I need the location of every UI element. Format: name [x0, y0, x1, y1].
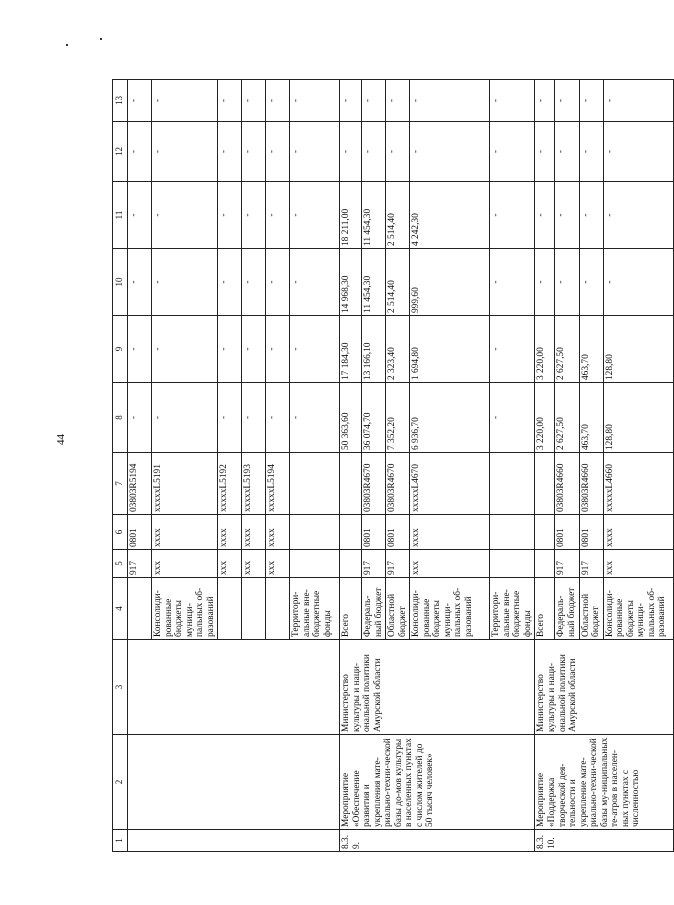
amount-cell: - — [242, 80, 266, 122]
target-code-cell: xxxxxL4670 — [410, 453, 490, 515]
target-code-cell: 03803R4660 — [555, 453, 579, 515]
target-code-cell — [340, 453, 362, 515]
funding-source-cell: Федераль-ный бюджет — [362, 578, 386, 640]
header-cell: 9 — [113, 316, 128, 383]
amount-cell: - — [266, 383, 290, 453]
amount-cell: - — [555, 122, 579, 182]
amount-cell: - — [555, 249, 579, 316]
section-code-cell: 0801 — [579, 515, 603, 550]
section-code-cell: 0801 — [362, 515, 386, 550]
amount-cell: - — [579, 249, 603, 316]
page-number: 44 — [55, 434, 67, 445]
header-cell: 2 — [113, 735, 128, 830]
grbs-code-cell: ххх — [152, 550, 218, 578]
section-code-cell: хххх — [218, 515, 242, 550]
ministry-cell: Министерство культуры и наци-ональной политики Амурской области — [340, 640, 535, 735]
amount-cell: - — [266, 316, 290, 383]
amount-cell: - — [128, 182, 152, 249]
target-code-cell: xxxxxL5194 — [266, 453, 290, 515]
amount-cell: - — [266, 182, 290, 249]
target-code-cell: xxxxxL5193 — [242, 453, 266, 515]
target-code-cell — [490, 453, 535, 515]
funding-source-cell: Консолиди-рованные бюджеты муници-пальных об-разований — [410, 578, 490, 640]
amount-cell: - — [490, 80, 535, 122]
funding-source-cell: Консолиди-рованные бюджеты муници-пальных об-разований — [152, 578, 218, 640]
amount-cell: 17 184,30 — [340, 316, 362, 383]
amount-cell: - — [242, 383, 266, 453]
amount-cell: - — [152, 249, 218, 316]
grbs-code-cell: 917 — [579, 550, 603, 578]
amount-cell: - — [266, 122, 290, 182]
header-cell: 3 — [113, 640, 128, 735]
amount-cell: 3 220,00 — [535, 383, 555, 453]
target-code-cell: 03803R4660 — [579, 453, 603, 515]
amount-cell: - — [128, 80, 152, 122]
amount-cell: 14 968,30 — [340, 249, 362, 316]
amount-cell: 128,80 — [603, 316, 673, 383]
funding-source-cell: Областной бюджет — [386, 578, 410, 640]
amount-cell: - — [242, 316, 266, 383]
funding-source-cell: Всего — [535, 578, 555, 640]
amount-cell: - — [152, 122, 218, 182]
header-cell: 6 — [113, 515, 128, 550]
budget-table — [112, 79, 674, 852]
amount-cell: - — [490, 249, 535, 316]
amount-cell: - — [290, 122, 340, 182]
header-cell: 11 — [113, 182, 128, 249]
amount-cell: - — [152, 316, 218, 383]
funding-source-cell — [218, 578, 242, 640]
amount-cell: 2 627,50 — [555, 316, 579, 383]
amount-cell: - — [242, 182, 266, 249]
amount-cell: 50 363,60 — [340, 383, 362, 453]
section-code-cell — [340, 515, 362, 550]
amount-cell: - — [490, 383, 535, 453]
row-id-cell: 8.3.9. — [340, 830, 535, 852]
amount-cell: 7 352,20 — [386, 383, 410, 453]
amount-cell: - — [266, 80, 290, 122]
grbs-code-cell: ххх — [410, 550, 490, 578]
header-cell: 4 — [113, 578, 128, 640]
amount-cell: - — [490, 182, 535, 249]
grbs-code-cell — [535, 550, 555, 578]
section-code-cell — [290, 515, 340, 550]
funding-source-cell: Всего — [340, 578, 362, 640]
amount-cell: 463,70 — [579, 316, 603, 383]
grbs-code-cell: 917 — [362, 550, 386, 578]
amount-cell: - — [218, 383, 242, 453]
amount-cell: - — [218, 182, 242, 249]
target-code-cell: xxxxxL4660 — [603, 453, 673, 515]
header-cell: 13 — [113, 80, 128, 122]
header-row — [113, 80, 128, 852]
amount-cell: - — [490, 316, 535, 383]
amount-cell: - — [555, 182, 579, 249]
header-cell: 5 — [113, 550, 128, 578]
funding-source-cell: Консолиди-рованные бюджеты муници-пальных об-разований — [603, 578, 673, 640]
grbs-code-cell — [340, 550, 362, 578]
amount-cell: 11 454,30 — [362, 249, 386, 316]
grbs-code-cell: ххх — [603, 550, 673, 578]
amount-cell: - — [535, 122, 555, 182]
amount-cell: - — [290, 80, 340, 122]
amount-cell: - — [410, 80, 490, 122]
section-code-cell: 0801 — [555, 515, 579, 550]
section-code-cell: 0801 — [386, 515, 410, 550]
row-id-cell — [128, 830, 340, 852]
grbs-code-cell: ххх — [242, 550, 266, 578]
header-cell: 1 — [113, 830, 128, 852]
activity-name-cell: Мероприятие «Поддержка творческой дея-тельности и укрепление мате-риально-техни-ческой базы му-ниципальных те-атров в населен-ных пунктах с численностью — [535, 735, 673, 830]
activity-name-cell: Мероприятие «Обеспечение развития и укрепления мате-риально-техни-ческой базы до-мов культуры в населенных пунктах с числом жителей до 50 тысяч человек» — [340, 735, 535, 830]
amount-cell: - — [362, 122, 386, 182]
amount-cell: - — [490, 122, 535, 182]
amount-cell: - — [242, 122, 266, 182]
target-code-cell: 03803R5194 — [128, 453, 152, 515]
amount-cell: - — [128, 383, 152, 453]
amount-cell: - — [603, 80, 673, 122]
funding-source-cell — [128, 578, 152, 640]
section-code-cell: хххх — [152, 515, 218, 550]
section-code-cell — [490, 515, 535, 550]
amount-cell: 2 514,40 — [386, 182, 410, 249]
amount-cell: - — [128, 122, 152, 182]
amount-cell: - — [340, 122, 362, 182]
amount-cell: - — [386, 80, 410, 122]
amount-cell: - — [218, 122, 242, 182]
amount-cell: - — [603, 122, 673, 182]
amount-cell: 13 166,10 — [362, 316, 386, 383]
amount-cell: - — [290, 316, 340, 383]
header-cell: 7 — [113, 453, 128, 515]
amount-cell: - — [218, 249, 242, 316]
amount-cell: - — [266, 249, 290, 316]
amount-cell: 18 211,00 — [340, 182, 362, 249]
amount-cell: - — [535, 182, 555, 249]
amount-cell: 36 074,70 — [362, 383, 386, 453]
amount-cell: - — [410, 122, 490, 182]
amount-cell: 463,70 — [579, 383, 603, 453]
amount-cell: - — [579, 80, 603, 122]
amount-cell: 4 242,30 — [410, 182, 490, 249]
amount-cell: - — [340, 80, 362, 122]
amount-cell: - — [290, 249, 340, 316]
header-cell: 10 — [113, 249, 128, 316]
amount-cell: - — [603, 182, 673, 249]
funding-source-cell — [242, 578, 266, 640]
grbs-code-cell: 917 — [386, 550, 410, 578]
amount-cell: - — [362, 80, 386, 122]
amount-cell: 2 323,40 — [386, 316, 410, 383]
amount-cell: - — [290, 182, 340, 249]
section-code-cell: 0801 — [128, 515, 152, 550]
amount-cell: - — [535, 249, 555, 316]
amount-cell: 999,60 — [410, 249, 490, 316]
grbs-code-cell: 917 — [128, 550, 152, 578]
amount-cell: 6 936,70 — [410, 383, 490, 453]
amount-cell: 2 627,50 — [555, 383, 579, 453]
section-code-cell: хххх — [410, 515, 490, 550]
amount-cell: 1 694,80 — [410, 316, 490, 383]
amount-cell: - — [535, 80, 555, 122]
rotated-table-container — [112, 80, 668, 852]
amount-cell: 3 220,00 — [535, 316, 555, 383]
grbs-code-cell — [490, 550, 535, 578]
amount-cell: - — [152, 383, 218, 453]
amount-cell: - — [218, 80, 242, 122]
scan-speck — [100, 38, 102, 40]
target-code-cell: xxxxxL5192 — [218, 453, 242, 515]
amount-cell: 2 514,40 — [386, 249, 410, 316]
target-code-cell: 03803R4670 — [362, 453, 386, 515]
grbs-code-cell: ххх — [266, 550, 290, 578]
funding-source-cell — [266, 578, 290, 640]
grbs-code-cell: 917 — [555, 550, 579, 578]
section-code-cell — [535, 515, 555, 550]
header-cell: 8 — [113, 383, 128, 453]
funding-source-cell: Территори-альные вне-бюджетные фонды — [490, 578, 535, 640]
table-body — [113, 80, 674, 852]
grbs-code-cell: ххх — [218, 550, 242, 578]
table-row — [128, 80, 152, 852]
ministry-cell — [128, 640, 340, 735]
target-code-cell: xxxxxL5191 — [152, 453, 218, 515]
table-row — [340, 80, 362, 852]
amount-cell: - — [290, 383, 340, 453]
amount-cell: - — [555, 80, 579, 122]
grbs-code-cell — [290, 550, 340, 578]
amount-cell: - — [579, 122, 603, 182]
amount-cell: - — [128, 249, 152, 316]
section-code-cell: хххх — [266, 515, 290, 550]
amount-cell: - — [242, 249, 266, 316]
amount-cell: - — [386, 122, 410, 182]
row-id-cell: 8.3.10. — [535, 830, 673, 852]
table-row — [535, 80, 555, 852]
header-cell: 12 — [113, 122, 128, 182]
target-code-cell — [290, 453, 340, 515]
activity-name-cell — [128, 735, 340, 830]
funding-source-cell: Территори-альные вне-бюджетные фонды — [290, 578, 340, 640]
amount-cell: - — [579, 182, 603, 249]
funding-source-cell: Областной бюджет — [579, 578, 603, 640]
amount-cell: 11 454,30 — [362, 182, 386, 249]
amount-cell: 128,80 — [603, 383, 673, 453]
ministry-cell: Министерство культуры и наци-ональной политики Амурской области — [535, 640, 673, 735]
amount-cell: - — [603, 249, 673, 316]
funding-source-cell: Федераль-ный бюджет — [555, 578, 579, 640]
target-code-cell: 03803R4670 — [386, 453, 410, 515]
amount-cell: - — [152, 80, 218, 122]
section-code-cell: хххх — [242, 515, 266, 550]
target-code-cell — [535, 453, 555, 515]
amount-cell: - — [152, 182, 218, 249]
amount-cell: - — [218, 316, 242, 383]
scan-speck — [66, 44, 68, 46]
amount-cell: - — [128, 316, 152, 383]
section-code-cell: хххх — [603, 515, 673, 550]
